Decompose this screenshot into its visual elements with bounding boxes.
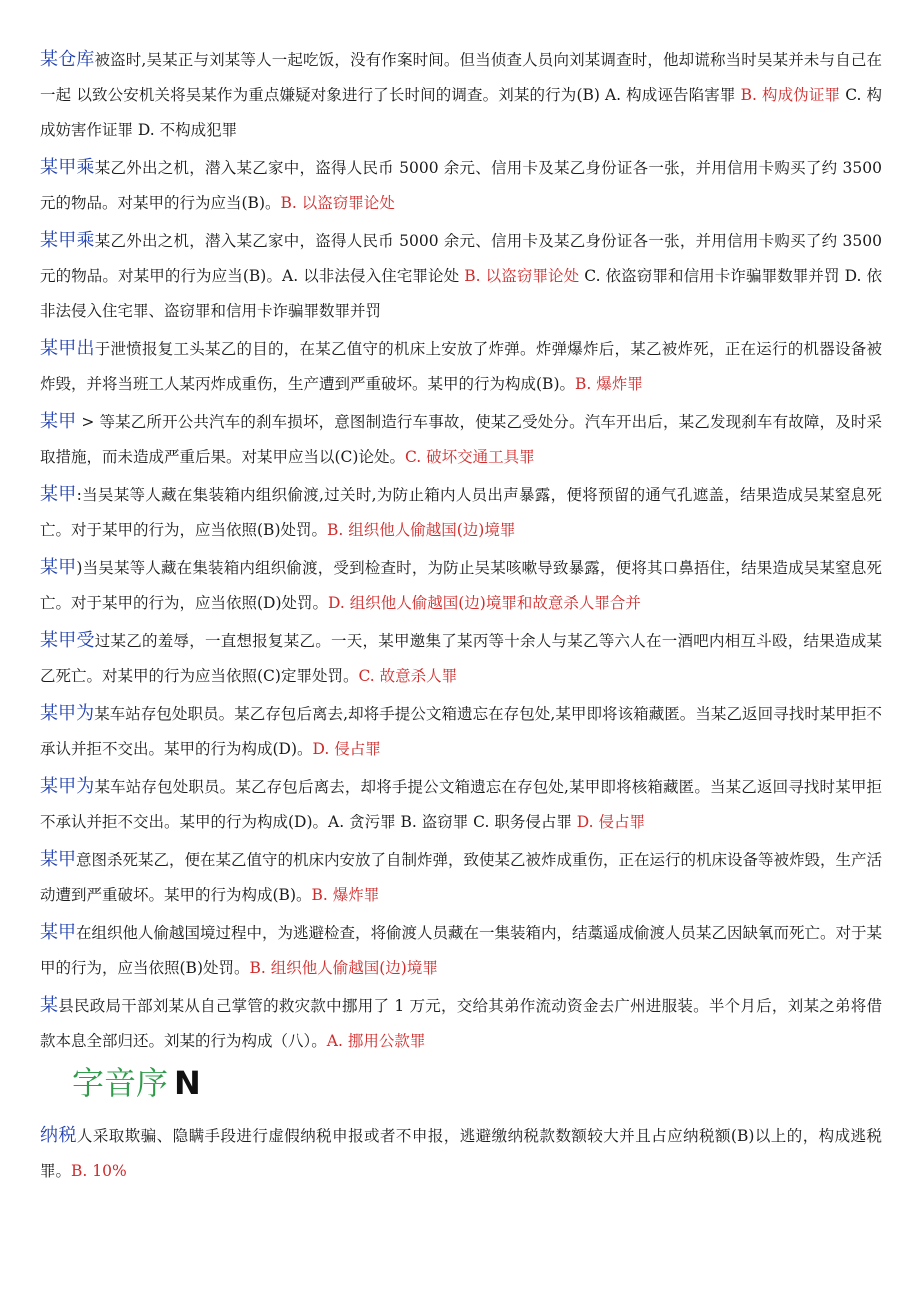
- question-entry: [40, 915, 882, 986]
- question-entry: [40, 42, 882, 148]
- question-list-n: [40, 1118, 882, 1191]
- entry-text: 某车站存包处职员。某乙存包后离去，却将手提公文箱遗忘在存包处,某甲即将核箱藏匿。当某乙返回寻找时某甲拒不承认并拒不交出。某甲的行为构成(D)。: [40, 778, 883, 831]
- entry-lead: 某甲出: [40, 338, 95, 359]
- entry-options-tail: C. 依盗窃罪和信用卡诈骗罪数罪并罚 D. 依非法侵入住宅罪、盗窃罪和信用卡诈骗罪数罪并罚: [40, 267, 882, 320]
- entry-text: 意图杀死某乙，便在某乙值守的机床内安放了自制炸弹，致使某乙被炸成重伤，正在运行的机床设备等被炸毁，生产活动遭到严重破坏。某甲的行为构成(B)。: [40, 851, 883, 904]
- entry-lead: 某甲乘: [40, 157, 95, 178]
- entry-answer: B. 构成伪证罪: [740, 86, 841, 104]
- question-entry: [40, 550, 882, 621]
- entry-lead: 某仓库: [40, 49, 95, 70]
- entry-text: :当吴某等人藏在集装箱内组织偷渡,过关时,为防止箱内人员出声暴露，便将预留的通气孔遮盖，结果造成吴某窒息死亡。对于某甲的行为，应当依照(B)处罚。: [40, 486, 882, 539]
- entry-lead: 某: [40, 995, 59, 1016]
- entry-text: > 等某乙所开公共汽车的刹车损坏，意图制造行车事故，使某乙受处分。汽车开出后，某乙发现刹车有故障，及时采取措施，而未造成严重后果。对某甲应当以(C)论处。: [40, 413, 882, 466]
- entry-options: A. 贪污罪 B. 盗窃罪 C. 职务侵占罪: [328, 813, 577, 831]
- question-list: [40, 42, 882, 1061]
- entry-answer: C. 破坏交通工具罪: [404, 448, 535, 466]
- entry-answer: B. 组织他人偷越国(边)境罪: [249, 959, 438, 977]
- question-entry: [40, 1118, 882, 1189]
- entry-text: 某乙外出之机，潜入某乙家中，盗得人民币 5000 余元、信用卡及某乙身份证各一张，并用信用卡购买了约 3500 元的物品。对某甲的行为应当(B)。: [40, 159, 883, 212]
- entry-lead: 纳税: [40, 1125, 77, 1146]
- entry-answer: B. 组织他人偷越国(边)境罪: [327, 521, 516, 539]
- entry-text: 某乙外出之机，潜入某乙家中，盗得人民币 5000 余元、信用卡及某乙身份证各一张，并用信用卡购买了约 3500 元的物品。对某甲的行为应当(B)。: [40, 232, 883, 285]
- entry-text: 过某乙的羞辱，一直想报复某乙。一天，某甲邀集了某丙等十余人与某乙等六人在一酒吧内相互斗殴，结果造成某乙死亡。对某甲的行为应当依照(C)定罪处罚。: [40, 632, 882, 685]
- section-heading: [72, 1058, 201, 1108]
- question-entry: [40, 477, 882, 548]
- entry-lead: 某甲: [40, 484, 77, 505]
- entry-text: 于泄愤报复工头某乙的目的，在某乙值守的机床上安放了炸弹。炸弹爆炸后，某乙被炸死，正在运行的机器设备被炸毁，并将当班工人某丙炸成重伤，生产遭到严重破坏。某甲的行为构成(B)。: [40, 340, 882, 393]
- entry-options-tail: C. 构成妨害作证罪 D. 不构成犯罪: [40, 86, 883, 139]
- entry-text: 人采取欺骗、隐瞒手段进行虚假纳税申报或者不申报，逃避缴纳税款数额较大并且占应纳税额(B)以上的，构成逃税罪。: [40, 1127, 882, 1180]
- entry-answer: D. 侵占罪: [576, 813, 646, 831]
- entry-lead: 某甲: [40, 557, 77, 578]
- entry-text: 县民政局干部刘某从自己掌管的救灾款中挪用了 1 万元，交给其弟作流动资金去广州进服装。半个月后，刘某之弟将借款本息全部归还。刘某的行为构成（八）。: [40, 997, 882, 1050]
- entry-answer: B. 10%: [71, 1162, 127, 1180]
- entry-answer: A. 挪用公款罪: [326, 1032, 426, 1050]
- question-entry: [40, 150, 882, 221]
- entry-text: )当吴某等人藏在集装箱内组织偷渡，受到检查时，为防止吴某咳嗽导致暴露，便将其口鼻捂住，结果造成吴某窒息死亡。对于某甲的行为，应当依照(D)处罚。: [40, 559, 882, 612]
- question-entry: [40, 404, 882, 475]
- entry-text: 某车站存包处职员。某乙存包后离去,却将手提公文箱遗忘在存包处,某甲即将该箱藏匿。当某乙返回寻找时某甲拒不承认并拒不交出。某甲的行为构成(D)。: [40, 705, 883, 758]
- entry-lead: 某甲乘: [40, 230, 95, 251]
- section-heading-letter: N: [174, 1064, 201, 1102]
- entry-answer: B. 以盗窃罪论处: [464, 267, 580, 285]
- entry-answer: B. 爆炸罪: [311, 886, 380, 904]
- entry-text: 在组织他人偷越国境过程中，为逃避检查，将偷渡人员藏在一集装箱内，结藁遥成偷渡人员某乙因缺氧而死亡。对于某甲的行为，应当依照(B)处罚。: [40, 924, 883, 977]
- entry-options: A. 以非法侵入住宅罪论处: [282, 267, 465, 285]
- section-heading-title: 字音序: [72, 1064, 169, 1102]
- entry-text: 被盗时,吴某正与刘某等人一起吃饭，没有作案时间。但当侦查人员向刘某调查时，他却谎称当时吴某并未与自己在一起 以致公安机关将吴某作为重点嫌疑对象进行了长时间的调查。刘某的行为(B): [40, 51, 883, 104]
- entry-answer: D. 组织他人偷越国(边)境罪和故意杀人罪合并: [328, 594, 641, 612]
- entry-lead: 某甲: [40, 849, 76, 870]
- entry-answer: B. 以盗窃罪论处: [280, 194, 395, 212]
- entry-lead: 某甲为: [40, 703, 95, 724]
- entry-lead: 某甲受: [40, 630, 95, 651]
- entry-options: A. 构成诬告陷害罪: [604, 86, 741, 104]
- entry-lead: 某甲: [40, 922, 76, 943]
- question-entry: [40, 842, 882, 913]
- question-entry: [40, 696, 882, 767]
- entry-lead: 某甲: [40, 411, 77, 432]
- question-entry: [40, 769, 882, 840]
- question-entry: [40, 623, 882, 694]
- question-entry: [40, 331, 882, 402]
- entry-answer: D. 侵占罪: [312, 740, 381, 758]
- entry-lead: 某甲为: [40, 776, 95, 797]
- question-entry: [40, 223, 882, 329]
- entry-answer: B. 爆炸罪: [575, 375, 643, 393]
- question-entry: [40, 988, 882, 1059]
- entry-answer: C. 故意杀人罪: [358, 667, 458, 685]
